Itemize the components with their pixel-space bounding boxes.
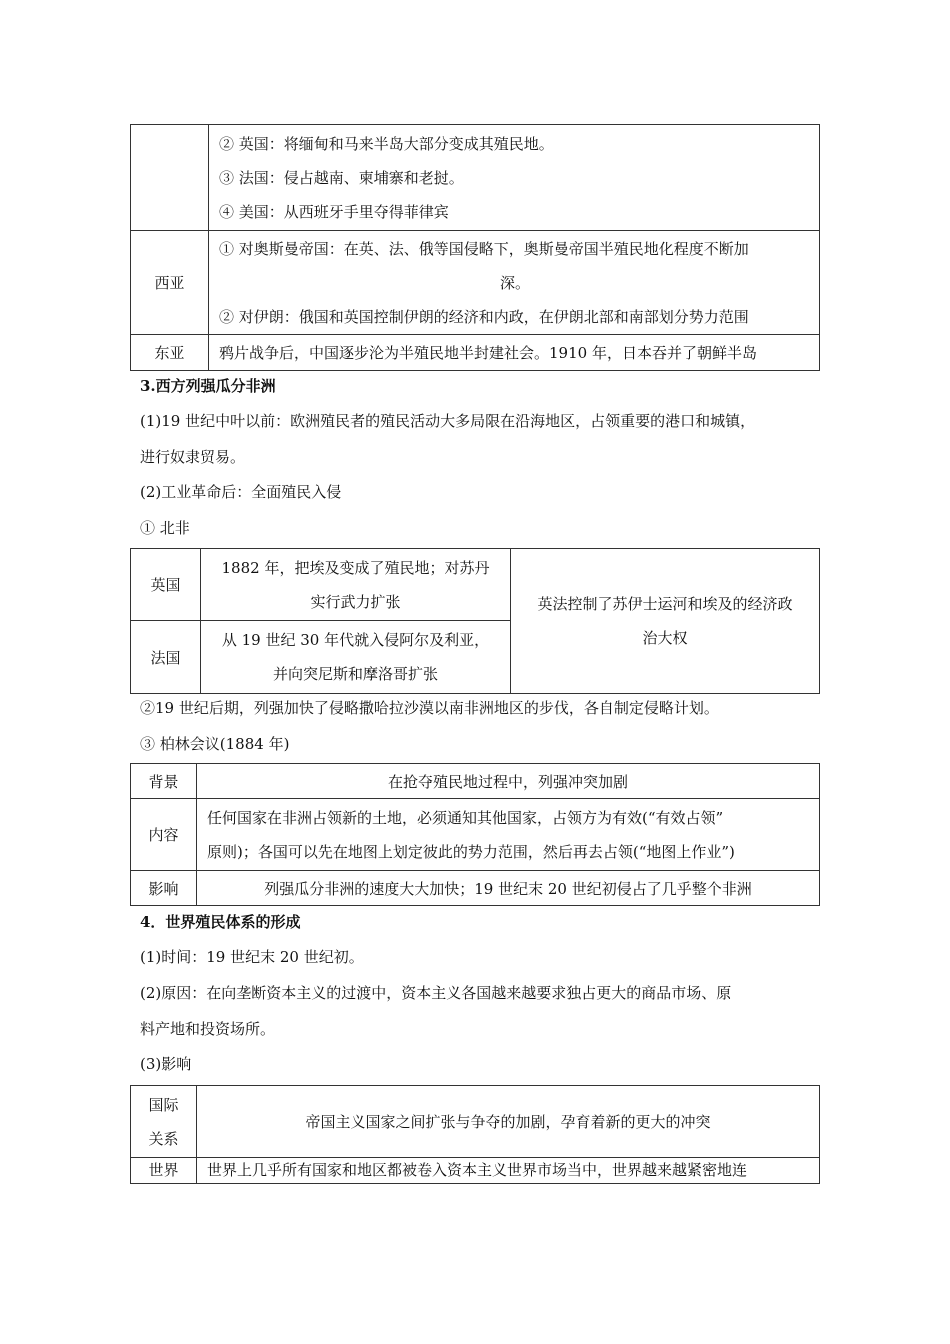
subheading-berlin: ③ 柏林会议(1884 年): [140, 735, 290, 753]
intl-relations-label: [131, 1086, 197, 1158]
world-cell: 世界上几乎所有国家和地区都被卷入资本主义世界市场当中，世界越来越紧密地连: [197, 1158, 820, 1184]
west-asia-label: 西亚: [131, 231, 209, 335]
intl-relations-cell: 帝国主义国家之间扩张与争夺的加剧，孕育着新的更大的冲突: [197, 1086, 820, 1158]
table-row: [131, 335, 820, 371]
list-item: ④ 美国：从西班牙手里夺得菲律宾: [219, 202, 449, 221]
asia-colonies-table: [130, 124, 820, 371]
list-item: 深。: [499, 273, 530, 292]
impact-table: [130, 1085, 820, 1184]
paragraph-line: (2)工业革命后：全面殖民入侵: [140, 483, 342, 501]
paragraph-line: (2)原因：在向垄断资本主义的过渡中，资本主义各国越来越要求独占更大的商品市场、原: [140, 984, 732, 1002]
table-row: [131, 764, 820, 799]
list-item: ② 英国：将缅甸和马来半岛大部分变成其殖民地。: [219, 134, 554, 153]
list-item: ① 对奥斯曼帝国：在英、法、俄等国侵略下，奥斯曼帝国半殖民地化程度不断加: [219, 239, 749, 258]
france-cell: [201, 621, 511, 694]
berlin-conference-table: [130, 763, 820, 906]
label-line: 关系: [148, 1129, 179, 1148]
content-cell: [197, 799, 820, 871]
paragraph-line: 进行奴隶贸易。: [140, 448, 246, 466]
britain-cell: [201, 549, 511, 621]
section-3-heading: 3.西方列强瓜分非洲: [140, 377, 276, 395]
impact-cell: 列强瓜分非洲的速度大大加快；19 世纪末 20 世纪初侵占了几乎整个非洲: [197, 871, 820, 906]
list-item: 并向突尼斯和摩洛哥扩张: [272, 665, 438, 683]
table-row: [131, 1086, 820, 1158]
paragraph-line: (1)19 世纪中叶以前：欧洲殖民者的殖民活动大多局限在沿海地区，占领重要的港口和城镇，: [140, 412, 756, 430]
table-row: [131, 125, 820, 231]
list-item: 英法控制了苏伊士运河和埃及的经济政: [537, 595, 793, 613]
paragraph-line: 料产地和投资场所。: [140, 1020, 276, 1038]
table-row: [131, 1158, 820, 1184]
britain-label: 英国: [131, 549, 201, 621]
list-item: 从 19 世纪 30 年代就入侵阿尔及利亚，: [221, 631, 490, 649]
empty-cell: [131, 125, 209, 231]
east-asia-cell: 鸦片战争后，中国逐步沦为半殖民地半封建社会。1910 年，日本吞并了朝鲜半岛: [209, 335, 820, 371]
list-item: ③ 法国：侵占越南、柬埔寨和老挝。: [219, 168, 464, 187]
background-cell: 在抢夺殖民地过程中，列强冲突加剧: [197, 764, 820, 799]
list-item: 任何国家在非洲占领新的土地，必须通知其他国家，占领方为有效(“有效占领”: [207, 808, 724, 827]
list-item: 原则)；各国可以先在地图上划定彼此的势力范围，然后再去占领(“地图上作业”): [207, 842, 735, 861]
list-item: 实行武力扩张: [310, 592, 401, 611]
table-row: [131, 871, 820, 906]
southeast-asia-cell: [209, 125, 820, 231]
east-asia-label: 东亚: [131, 335, 209, 371]
shared-control-cell: [511, 549, 820, 694]
content-label: 内容: [131, 799, 197, 871]
list-item: ② 对伊朗：俄国和英国控制伊朗的经济和内政，在伊朗北部和南部划分势力范围: [219, 307, 749, 326]
paragraph-line: (3)影响: [140, 1055, 192, 1073]
west-asia-cell: [209, 231, 820, 335]
background-label: 背景: [131, 764, 197, 799]
paragraph-line: ②19 世纪后期，列强加快了侵略撒哈拉沙漠以南非洲地区的步伐，各自制定侵略计划。: [140, 699, 719, 717]
list-item: 1882 年，把埃及变成了殖民地；对苏丹: [221, 558, 490, 577]
paragraph-line: (1)时间：19 世纪末 20 世纪初。: [140, 948, 364, 966]
impact-label: 影响: [131, 871, 197, 906]
france-label: 法国: [131, 621, 201, 694]
table-row: [131, 231, 820, 335]
section-4-heading: 4．世界殖民体系的形成: [140, 913, 301, 931]
subheading-north-africa: ① 北非: [140, 519, 190, 537]
label-line: 国际: [148, 1095, 179, 1114]
north-africa-table: [130, 548, 820, 694]
list-item: 治大权: [642, 629, 688, 647]
world-label: 世界: [131, 1158, 197, 1184]
table-row: [131, 549, 820, 621]
table-row: [131, 799, 820, 871]
